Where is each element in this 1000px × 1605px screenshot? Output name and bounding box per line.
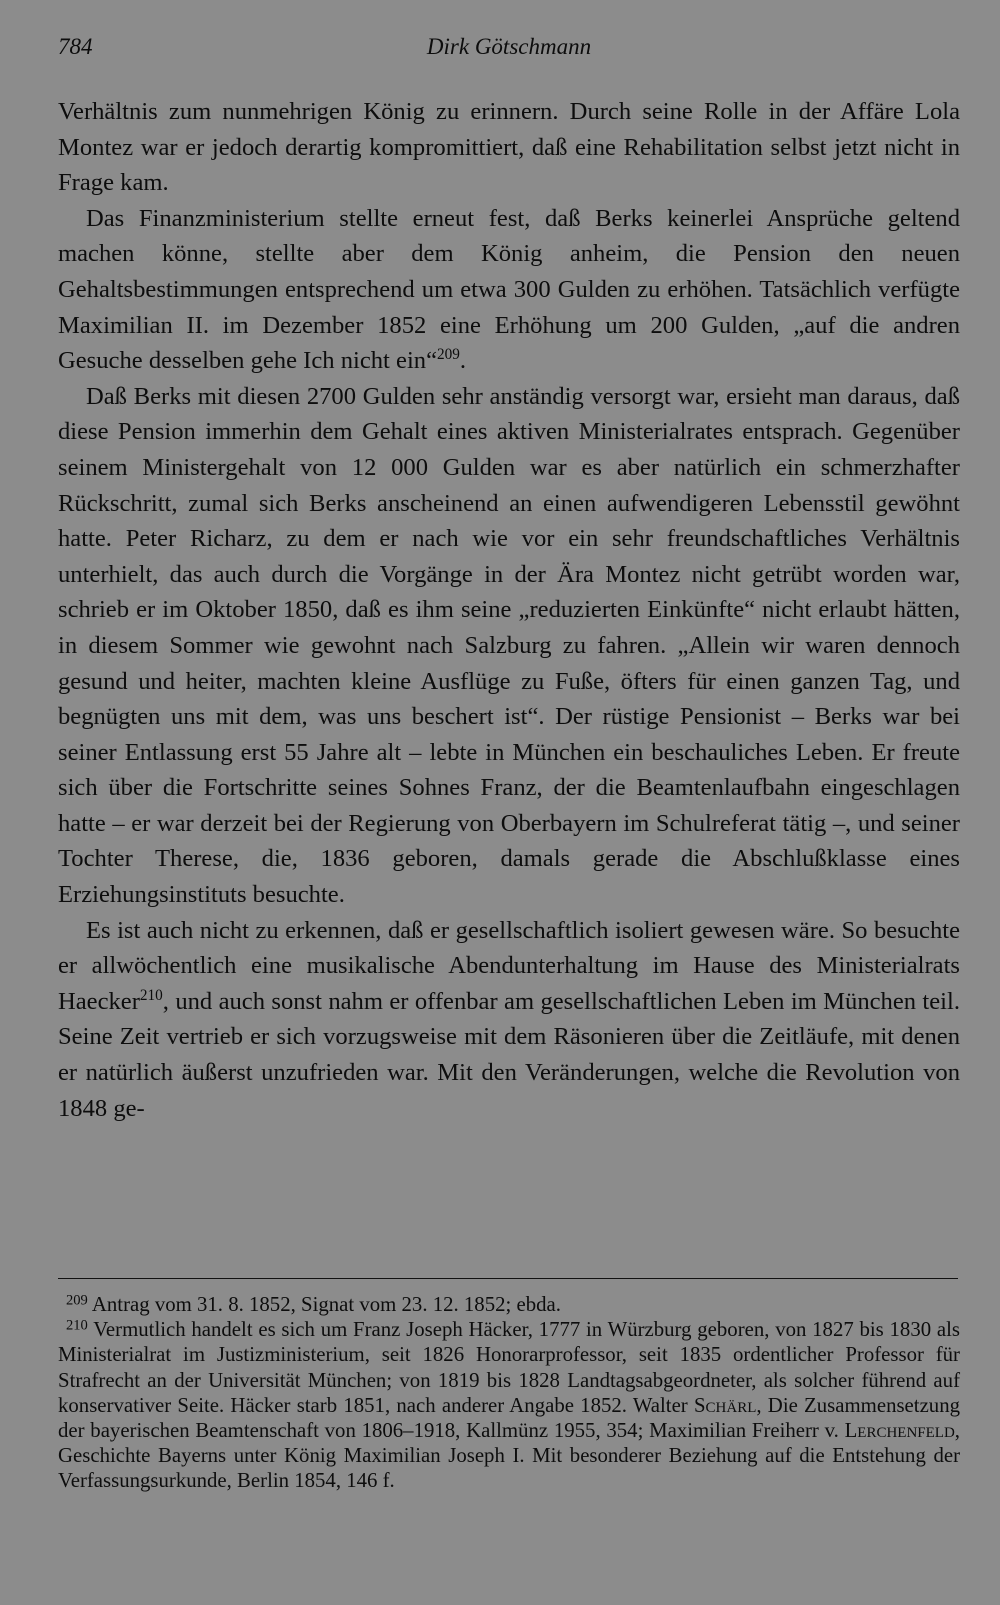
footnote-ref-209[interactable]: 209 bbox=[437, 346, 460, 364]
footnote-text: Antrag vom 31. 8. 1852, Signat vom 23. 12. 1852; ebda. bbox=[91, 1293, 561, 1316]
footnote-text: , Die Zusammensetzung der bayerischen Beamtenschaft von 1806–1918, Kallmünz 1955, 354; Maximilian Freiherr v. bbox=[58, 1393, 960, 1443]
author-name: Schärl bbox=[693, 1393, 757, 1417]
footnote-209 bbox=[58, 1292, 960, 1317]
footnote-210 bbox=[58, 1317, 960, 1493]
footnote-number: 209 bbox=[66, 1292, 88, 1309]
footnote-divider bbox=[58, 1278, 958, 1279]
paragraph-2-end: . bbox=[459, 347, 467, 375]
page-number: 784 bbox=[58, 34, 93, 59]
paragraph-3 bbox=[58, 379, 960, 913]
paragraph-4 bbox=[58, 913, 960, 1127]
footnote-text: , Geschichte Bayerns unter König Maximilian Joseph I. Mit besonderer Beziehung auf die Entstehung der Verfassungsurkunde, Berlin 1854, 146 f. bbox=[58, 1419, 960, 1493]
author-name: Lerchenfeld bbox=[844, 1419, 955, 1443]
footnotes bbox=[58, 1292, 960, 1494]
paragraph-3-text: Daß Berks mit diesen 2700 Gulden sehr anständig versorgt war, ersieht man daraus, daß diese Pension immerhin dem Gehalt eines aktiven Ministerialrates entsprach. Gegenüber seinem Ministergehalt von 12 000 Gulden war es aber natürlich ein schmerzhafter Rückschritt, zumal sich Berks anscheinend an einen aufwendigeren Lebensstil gewöhnt hatte. Peter Richarz, zu dem er nach wie vor ein sehr freundschaftliches Verhältnis unterhielt, das auch durch die Vorgänge in der Ära Montez nicht getrübt worden war, schrieb er im Oktober 1850, daß es ihm seine „reduzierten Einkünfte“ nicht erlaubt hätten, in diesem Sommer wie gewohnt nach Salzburg zu fahren. „Allein wir waren dennoch gesund und heiter, machten kleine Ausflüge zu Fuße, öfters für einen ganzen Tag, und begnügten uns mit dem, was uns beschert ist“. Der rüstige Pensionist – Berks war bei seiner Entlassung erst 55 Jahre alt – lebte in München ein beschauliches Leben. Er freute sich über die Fortschritte seines Sohnes Franz, der die Beamtenlaufbahn eingeschlagen hatte – er war derzeit bei der Regierung von Oberbayern im Schulreferat tätig –, und seiner Tochter Therese, die, 1836 geboren, damals gerade die Abschlußklasse eines Erziehungsinstituts besuchte. bbox=[58, 382, 960, 909]
paragraph-2 bbox=[58, 201, 960, 379]
paragraph-1-text: Verhältnis zum nunmehrigen König zu erinnern. Durch seine Rolle in der Affäre Lola Montez war er jedoch derartig kompromittiert, daß eine Rehabilitation selbst jetzt nicht in Frage kam. bbox=[58, 98, 960, 197]
page-header bbox=[58, 34, 960, 64]
paragraph-4-text: Es ist auch nicht zu erkennen, daß er gesellschaftlich isoliert gewesen wäre. So besuchte er allwöchentlich eine musikalische Abendunterhaltung im Hause des Ministerialrats Haecker bbox=[58, 916, 960, 1015]
paragraph-1 bbox=[58, 94, 960, 201]
paragraph-2-text: Das Finanzministerium stellte erneut fest, daß Berks keinerlei Ansprüche geltend machen könne, stellte aber dem König anheim, die Pension den neuen Gehaltsbestimmungen entsprechend um etwa 300 Gulden zu erhöhen. Tatsächlich verfügte Maximilian II. im Dezember 1852 eine Erhöhung um 200 Gulden, „auf die andren Gesuche desselben gehe Ich nicht ein“ bbox=[58, 204, 960, 375]
footnote-ref-210[interactable]: 210 bbox=[139, 986, 163, 1004]
footnote-text: Vermutlich handelt es sich um Franz Joseph Häcker, 1777 in Würzburg geboren, von 1827 bis 1830 als Ministerialrat im Justizministerium, seit 1826 Honorarprofessor, seit 1835 ordentlicher Professor für Strafrecht an der Universität München; von 1819 bis 1828 Landtagsabgeordneter, als solcher führend auf konservativer Seite. Häcker starb 1851, nach anderer Angabe 1852. Walter bbox=[58, 1318, 960, 1417]
paragraph-4-end: , und auch sonst nahm er offenbar am gesellschaftlichen Leben im München teil. Seine Zeit vertrieb er sich vorzugsweise mit dem Räsonieren über die Zeitläufe, mit denen er natürlich äußerst unzufrieden war. Mit den Veränderungen, welche die Revolution von 1848 ge- bbox=[58, 987, 960, 1122]
footnote-number: 210 bbox=[66, 1317, 88, 1334]
running-head-author: Dirk Götschmann bbox=[426, 34, 592, 59]
main-text bbox=[58, 94, 960, 1126]
